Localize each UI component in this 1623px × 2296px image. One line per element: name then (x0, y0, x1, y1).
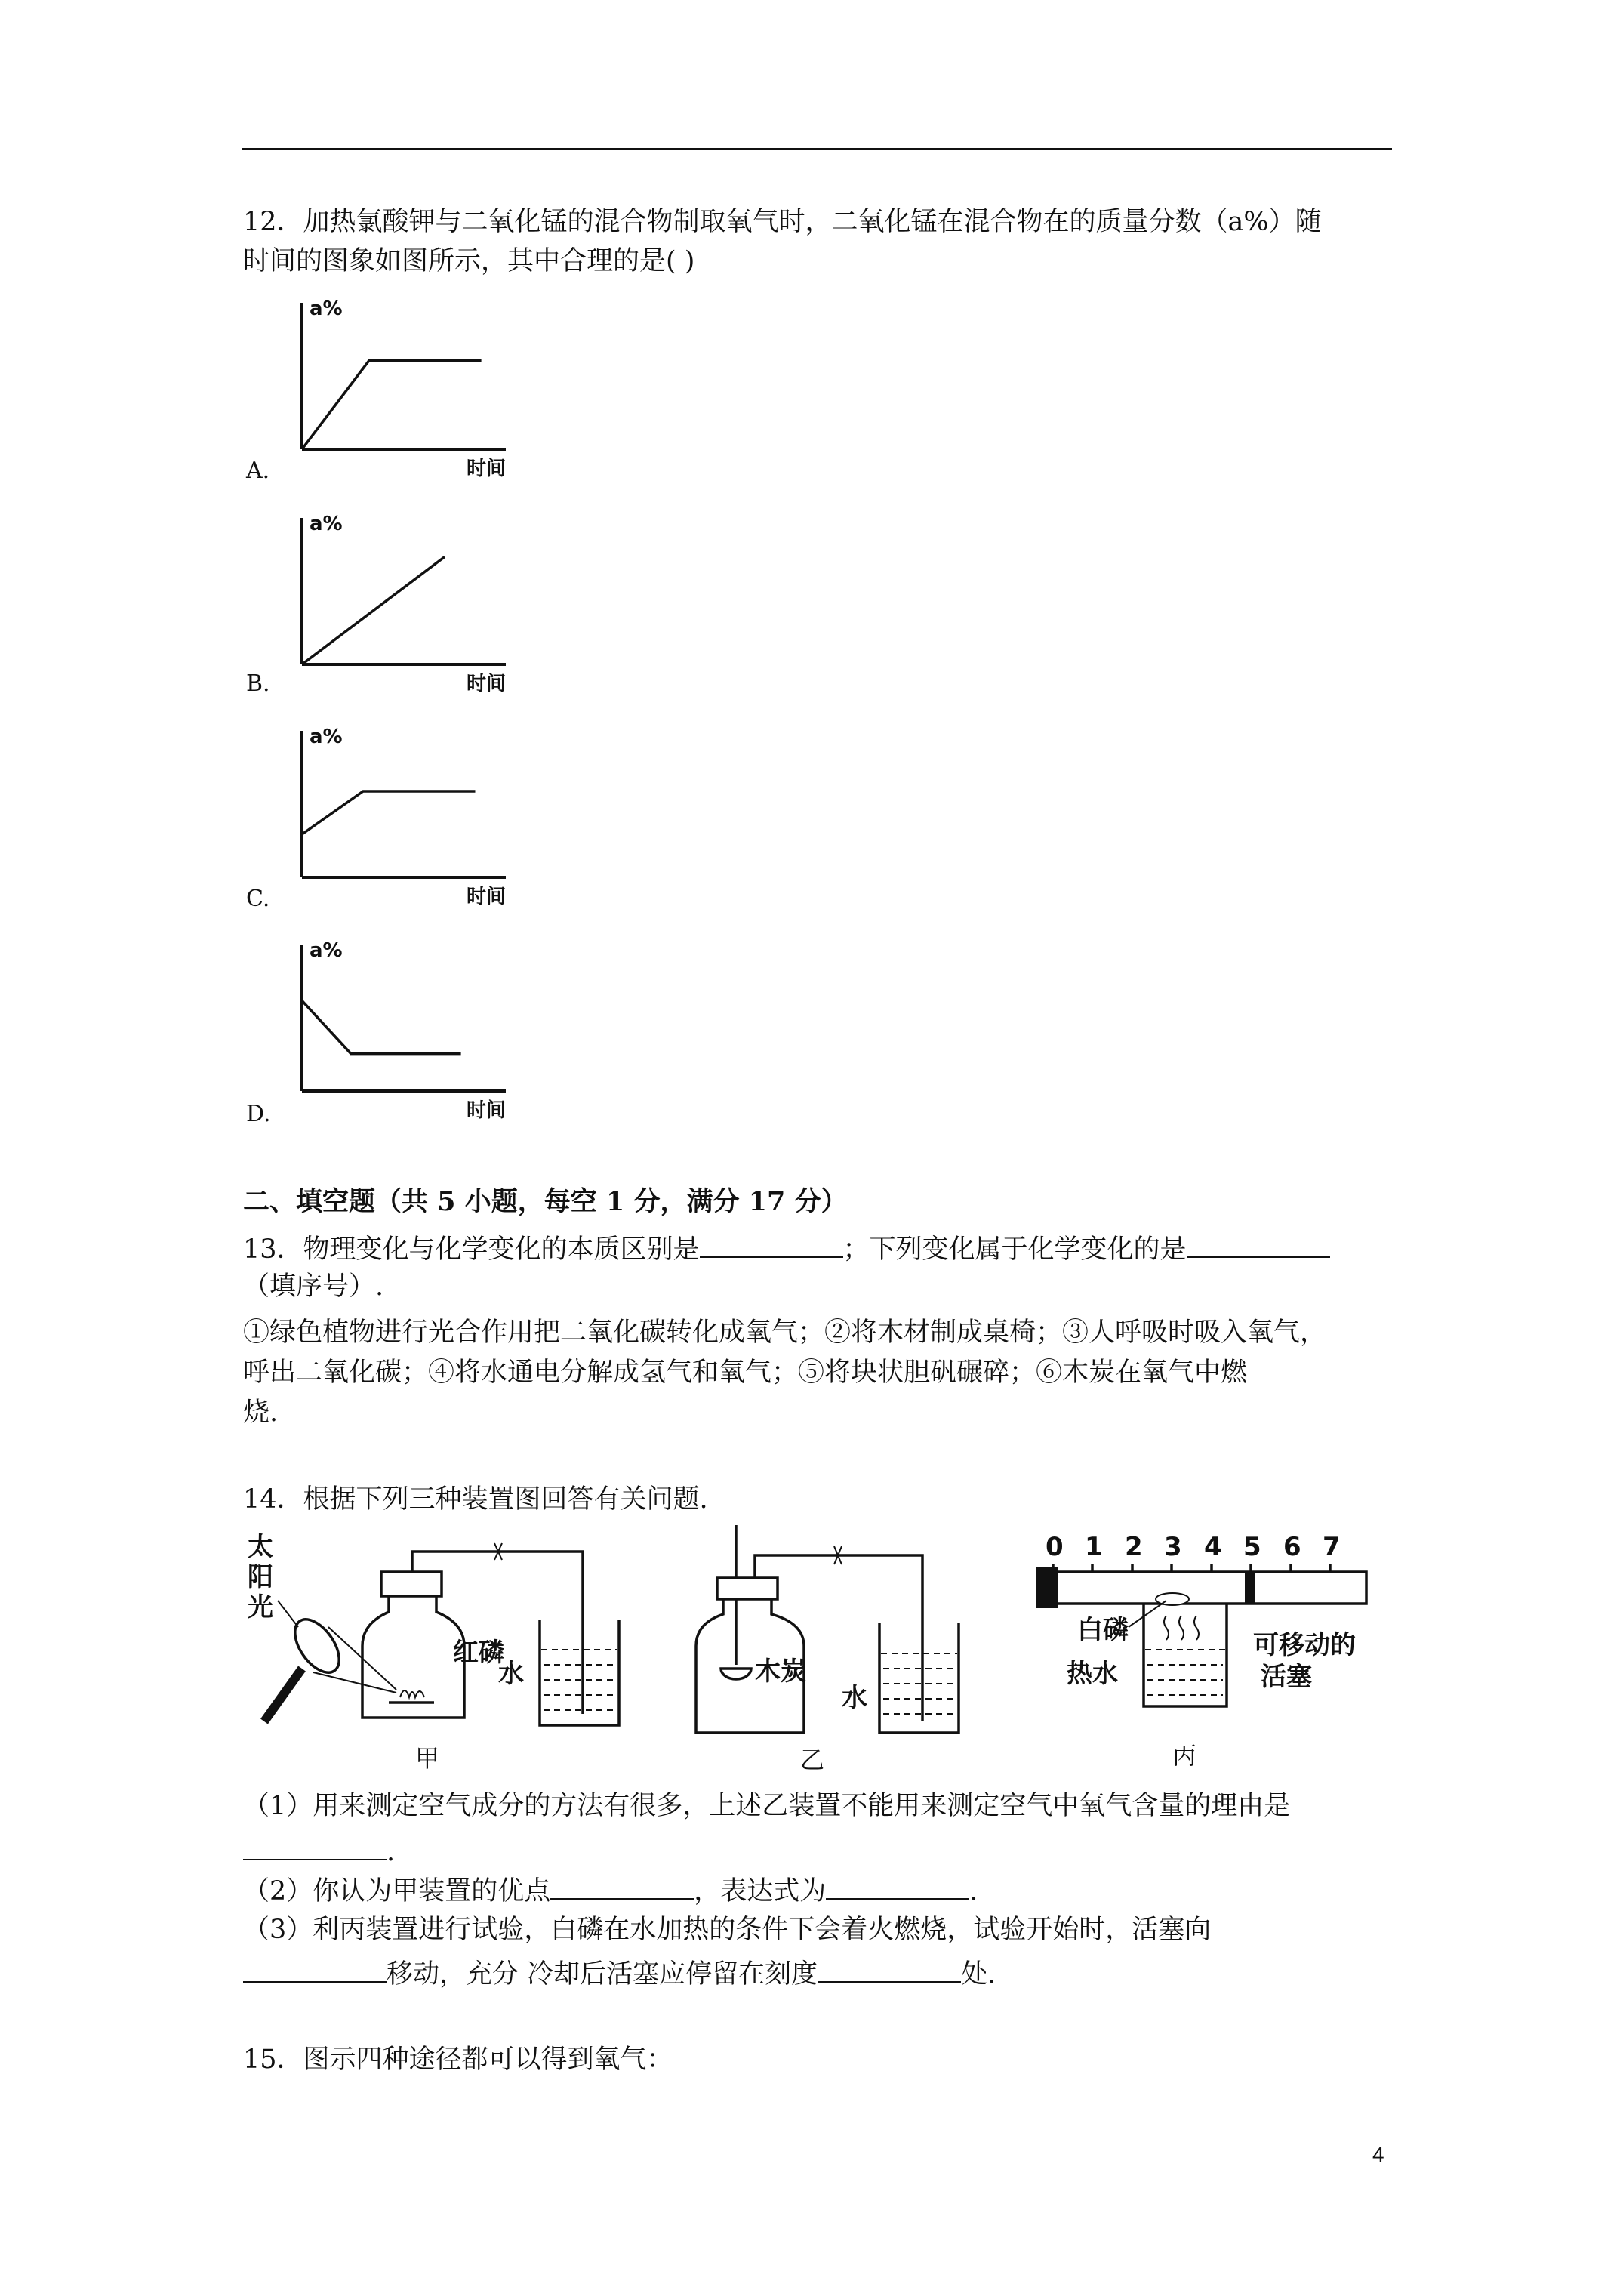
sun-label-1: 太 (248, 1532, 273, 1562)
section-heading: 二、填空题（共 5 小题，每空 1 分，满分 17 分） (243, 1186, 848, 1217)
y-axis-label: a% (310, 513, 343, 535)
header-rule (242, 148, 1392, 150)
q12-line1: 12．加热氯酸钾与二氧化锰的混合物制取氧气时，二氧化锰在混合物在的质量分数（a%）随 (243, 207, 1322, 237)
series-line (302, 360, 482, 449)
series-line (302, 791, 476, 834)
scale-label: 3 (1164, 1532, 1182, 1562)
chart-b[interactable] (294, 513, 536, 695)
water-label: 水 (842, 1683, 867, 1713)
white-p-label: 白磷 (1077, 1615, 1129, 1645)
caption-bing: 丙 (1172, 1741, 1197, 1770)
scale-label: 0 (1046, 1532, 1064, 1562)
light-ray (313, 1672, 396, 1693)
charcoal-label: 木炭 (755, 1657, 806, 1687)
tube-stopper (1036, 1567, 1058, 1608)
chart-a-svg (294, 298, 536, 479)
q14-s1-end: . (387, 1837, 396, 1867)
q14-s2-text-a: （2）你认为甲装置的优点 (243, 1876, 551, 1906)
magnifier-lens-icon (286, 1612, 348, 1681)
q14-s3-text-b: 移动，充分 冷却后活塞应停留在刻度 (387, 1959, 818, 1989)
q14-s1-line1: （1）用来测定空气成分的方法有很多，上述乙装置不能用来测定空气中氧气含量的理由是 (243, 1791, 1291, 1821)
hot-water-beaker (1144, 1604, 1227, 1706)
white-phosphorus-icon (1156, 1593, 1189, 1605)
series-line (302, 557, 445, 665)
flame-icon (400, 1690, 424, 1697)
glass-tube (1046, 1572, 1366, 1604)
bottle-stopper (381, 1572, 442, 1596)
figure-jia-svg (242, 1525, 649, 1774)
scale-label: 7 (1323, 1532, 1341, 1562)
x-axis-label: 时间 (467, 458, 507, 480)
q14-intro: 14．根据下列三种装置图回答有关问题. (243, 1484, 708, 1515)
q14-s2-end: . (969, 1876, 978, 1906)
q14-s3-end: 处. (961, 1959, 996, 1989)
caption-jia: 甲 (415, 1744, 440, 1773)
sun-pointer (278, 1601, 298, 1627)
q13-line1 (243, 1231, 1330, 1266)
x-axis-label: 时间 (467, 886, 507, 908)
y-axis-label: a% (310, 297, 343, 320)
q13-line4: 呼出二氧化碳；④将水通电分解成氢气和氧气；⑤将块状胆矾碾碎；⑥木炭在氧气中燃 (243, 1358, 1248, 1388)
q14-blank-3[interactable] (826, 1872, 969, 1900)
q15-text: 15．图示四种途径都可以得到氧气： (243, 2045, 673, 2075)
option-b-label[interactable]: B. (246, 670, 270, 697)
y-axis-label: a% (310, 939, 343, 962)
bottle-stopper (717, 1578, 778, 1599)
steam-icon (1164, 1616, 1199, 1640)
q14-s2-line (243, 1872, 978, 1908)
hot-water-label: 热水 (1067, 1659, 1118, 1689)
x-axis-label: 时间 (467, 673, 507, 695)
q14-s3-line2 (243, 1955, 996, 1991)
q13-blank-2[interactable] (1187, 1231, 1330, 1258)
connecting-tube (412, 1552, 583, 1714)
q13-text-a: 13．物理变化与化学变化的本质区别是 (243, 1234, 700, 1265)
piston (1245, 1572, 1255, 1604)
figure-bing (1023, 1525, 1370, 1774)
phosphorus-label: 红磷 (453, 1638, 504, 1668)
scale-label: 4 (1204, 1532, 1222, 1562)
caption-yi: 乙 (800, 1746, 825, 1774)
q13-blank-1[interactable] (700, 1231, 843, 1258)
connecting-tube (755, 1555, 922, 1721)
chart-c[interactable] (294, 726, 536, 908)
scale-label: 1 (1085, 1532, 1103, 1562)
scale-label: 2 (1125, 1532, 1143, 1562)
option-c-label[interactable]: C. (246, 886, 270, 912)
q14-blank-4[interactable] (243, 1955, 387, 1983)
series-line (302, 1000, 461, 1053)
charcoal-spoon (721, 1669, 751, 1679)
q14-s3-line1: （3）利丙装置进行试验，白磷在水加热的条件下会着火燃烧，试验开始时，活塞向 (243, 1915, 1212, 1945)
water-lines (541, 1650, 617, 1710)
q13-line2: （填序号）. (243, 1271, 384, 1302)
figure-yi-svg (679, 1525, 966, 1774)
page-number: 4 (1372, 2143, 1384, 2166)
piston-label-1: 可移动的 (1253, 1630, 1356, 1660)
q13-line5: 烧. (243, 1398, 279, 1428)
chart-b-svg (294, 513, 536, 695)
q14-blank-2[interactable] (550, 1872, 694, 1900)
sun-label-3: 光 (248, 1592, 273, 1623)
piston-label-2: 活塞 (1261, 1662, 1312, 1692)
scale-label: 5 (1243, 1532, 1261, 1562)
sun-label-2: 阳 (248, 1562, 273, 1592)
chart-a[interactable] (294, 298, 536, 479)
q13-text-b: ；下列变化属于化学变化的是 (842, 1234, 1187, 1265)
chart-d-svg (294, 940, 536, 1121)
beaker (879, 1623, 959, 1733)
y-axis-label: a% (310, 726, 343, 748)
q14-blank-5[interactable] (818, 1955, 961, 1983)
x-axis-label: 时间 (467, 1099, 507, 1122)
q12-line2: 时间的图象如图所示，其中合理的是( ) (243, 246, 695, 276)
option-a-label[interactable]: A. (246, 458, 270, 484)
chart-c-svg (294, 726, 536, 908)
q14-s2-text-b: ，表达式为 (694, 1876, 827, 1906)
bottle-jia (362, 1596, 464, 1718)
magnifier-handle (264, 1669, 302, 1721)
figure-yi (679, 1525, 966, 1774)
water-lines (881, 1653, 957, 1714)
chart-d[interactable] (294, 940, 536, 1121)
option-d-label[interactable]: D. (246, 1101, 271, 1127)
figure-bing-svg (1023, 1525, 1370, 1774)
q14-s1-line2 (243, 1833, 395, 1869)
scale-label: 6 (1283, 1532, 1301, 1562)
water-label: 水 (498, 1659, 524, 1689)
water-lines (1145, 1650, 1225, 1695)
q13-line3: ①绿色植物进行光合作用把二氧化碳转化成氧气；②将木材制成桌椅；③人呼吸时吸入氧气， (243, 1318, 1327, 1348)
figure-jia (242, 1525, 649, 1774)
q14-blank-1[interactable] (243, 1833, 387, 1860)
